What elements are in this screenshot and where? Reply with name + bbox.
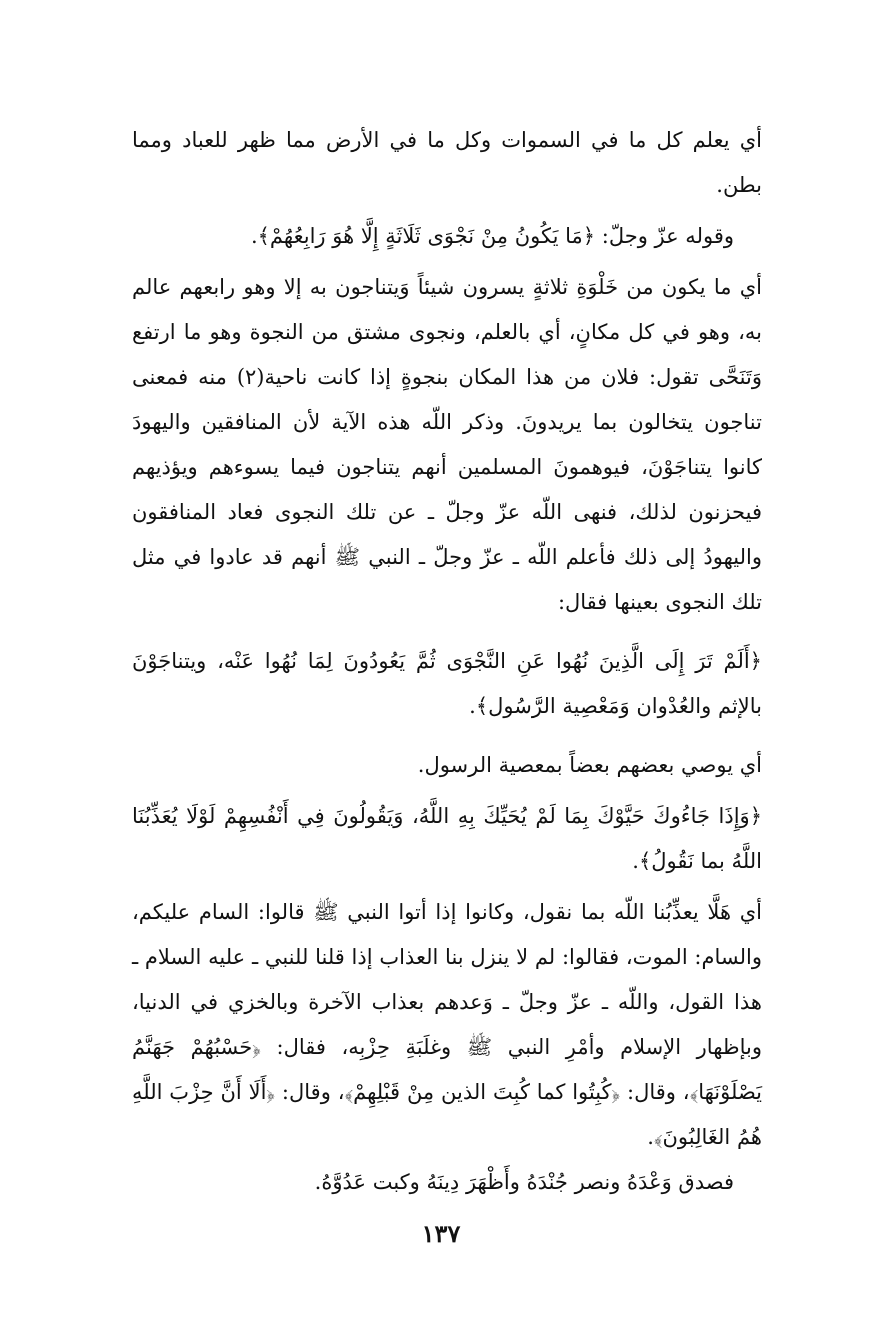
paragraph-verse-quote-1: وقوله عزّ وجلّ: ﴿مَا يَكُونُ مِنْ نَجْوَى ثَلَاثَةٍ إِلَّا هُوَ رَابِعُهُمْ﴾. — [250, 224, 734, 248]
paragraph-commentary-3: أي هَلَّا يعذِّبُنا اللّه بما نقول، وكانوا إذا أتوا النبي ﷺ قالوا: السام عليكم، والسام: الموت، فقالوا: لم لا ينزل بنا العذاب إذا قلنا للنبي ـ عليه السلام ـ هذا القول، واللّه ـ عزّ وجلّ ـ وَعدهم بعذاب الآخرة وبالخزي في الدنيا، وبإظهار الإسلام وأمْرِ النبي ﷺ وغلَبَةِ حِزْبِه، فقال: ﴿حَسْبُهُمْ جَهَنَّمُ يَصْلَوْنَهَا﴾، وقال: ﴿كُبِتُوا كما كُبِتَ الذين مِنْ قَبْلِهِمْ﴾، وقال: ﴿أَلَا أَنَّ حِزْبَ اللَّهِ هُمُ الغَالِبُونَ﴾. — [132, 900, 762, 1149]
paragraph-commentary-1: أي ما يكون من خَلْوَةِ ثلاثةٍ يسرون شيئاً وَيتناجون به إلا وهو رابعهم عالم به، وهو في كل مكانٍ، أي بالعلم، ونجوى مشتق من النجوة وهو ما ارتفع وَتَنَحَّى تقول: فلان من هذا المكان بنجوةٍ إذا كانت ناحية(٢) منه فمعنى تناجون يتخالون بما يريدونَ. وذكر اللّه هذه الآية لأن المنافقين واليهودَ كانوا يتناجَوْنَ، فيوهمونَ المسلمين أنهم يتناجون فيما يسوءهم ويؤذيهم فيحزنون لذلك، فنهى اللّه عزّ وجلّ ـ عن تلك النجوى فعاد المنافقون واليهودُ إلى ذلك فأعلم اللّه ـ عزّ وجلّ ـ النبي ﷺ أنهم قد عادوا في مثل تلك النجوى بعينها فقال: — [132, 275, 762, 614]
paragraph-commentary-2: أي يوصي بعضهم بعضاً بمعصية الرسول. — [417, 753, 762, 777]
paragraph-verse-quote-2: ﴿أَلَمْ تَرَ إِلَى الَّذِينَ نُهُوا عَنِ النَّجْوَى ثُمَّ يَعُودُونَ لِمَا نُهُوا عَنْه، ويتناجَوْنَ بالإثم والعُدْوان وَمَعْصِية الرَّسُول﴾. — [132, 649, 762, 718]
page-number: ١٣٧ — [421, 1219, 461, 1248]
page-body — [132, 118, 762, 1205]
paragraph-verse-quote-3: ﴿وَإِذَا جَاءُوكَ حَيَّوْكَ بِمَا لَمْ يُحَيِّكَ بِهِ اللَّهُ، وَيَقُولُونَ فِي أَنْفُسِهِمْ لَوْلَا يُعَذِّبُنَا اللَّهُ بما نَقُولُ﴾. — [132, 804, 762, 873]
paragraph-intro: أي يعلم كل ما في السموات وكل ما في الأرض مما ظهر للعباد ومما بطن. — [132, 128, 762, 197]
paragraph-closing: فصدق وَعْدَهُ ونصر جُنْدَهُ وأَظْهَرَ دِينَهُ وكبت عَدُوَّهُ. — [314, 1170, 734, 1194]
